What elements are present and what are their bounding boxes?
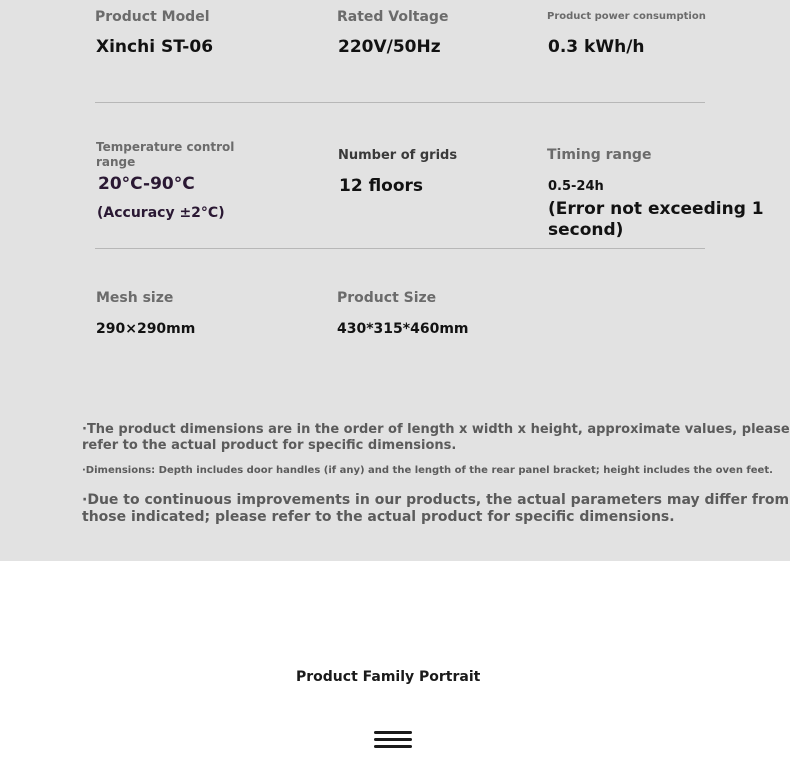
note-depth-height: ·Dimensions: Depth includes door handles (if any) and the length of the rear panel bracket; height includes the oven feet. <box>82 465 773 476</box>
timing-error-line2: second) <box>548 220 624 240</box>
product-size-label: Product Size <box>337 290 437 306</box>
temperature-range-value: 20°C-90°C <box>98 174 195 194</box>
rated-voltage-label: Rated Voltage <box>337 9 449 25</box>
grids-label: Number of grids <box>338 148 458 163</box>
power-consumption-label: Product power consumption <box>547 11 706 22</box>
note-dimensions-order-line2: refer to the actual product for specific dimensions. <box>82 438 457 453</box>
product-size-value: 430*315*460mm <box>337 321 469 337</box>
mesh-size-value: 290×290mm <box>96 321 196 337</box>
product-family-title: Product Family Portrait <box>296 669 481 685</box>
note-continuous-improvements-line2: those indicated; please refer to the actual product for specific dimensions. <box>82 509 675 525</box>
rated-voltage-value: 220V/50Hz <box>338 37 441 57</box>
grids-value: 12 floors <box>339 176 424 196</box>
temperature-range-label-line1: Temperature control <box>96 140 235 154</box>
temperature-accuracy: (Accuracy ±2°C) <box>97 205 225 221</box>
menu-icon[interactable] <box>374 731 412 749</box>
note-continuous-improvements-line1: ·Due to continuous improvements in our products, the actual parameters may differ from <box>82 492 790 508</box>
temperature-range-label-line2: range <box>96 155 136 169</box>
product-model-value: Xinchi ST-06 <box>96 37 214 57</box>
note-dimensions-order-line1: ·The product dimensions are in the order of length x width x height, approximate values, please <box>82 422 790 437</box>
power-consumption-value: 0.3 kWh/h <box>548 37 645 57</box>
timing-range-value: 0.5-24h <box>548 179 604 194</box>
divider-1 <box>95 102 705 103</box>
timing-range-label: Timing range <box>547 147 652 163</box>
timing-error-line1: (Error not exceeding 1 <box>548 199 764 219</box>
product-model-label: Product Model <box>95 9 210 25</box>
divider-2 <box>95 248 705 249</box>
mesh-size-label: Mesh size <box>96 290 174 306</box>
